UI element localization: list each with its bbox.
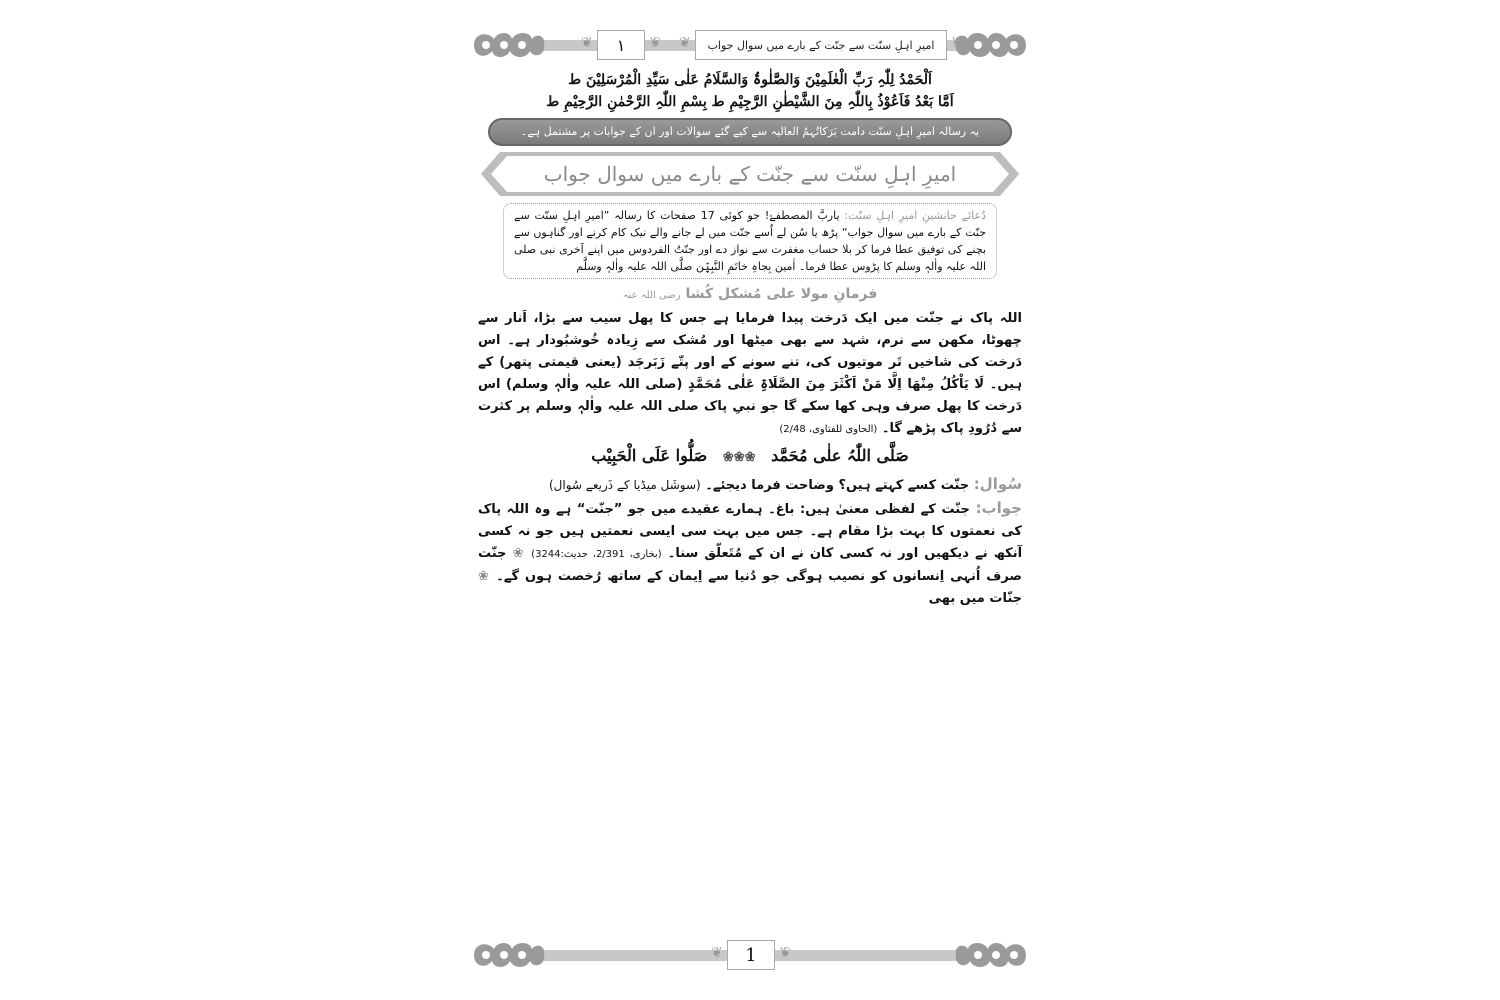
question-source: (سوشَل میڈیا کے ذَریعے سُوال) <box>548 478 701 492</box>
answer-text-1: جنّت کے لفظی معنیٰ ہیں: باغ۔ ہمارے عقیدے میں جو ”جنّت“ ہے وہ اللہ پاک کی نعمتوں کا بہت بڑا مقام ہے۔ جس میں بہت سی ایسی نعمتیں ہیں جو نہ کسی آنکھ نے دیکھیں اور نہ کسی کان نے ان کے مُتَعلّق سنا۔ <box>478 502 1023 561</box>
page-spacer <box>470 610 1030 935</box>
question-label: سُوال: <box>973 475 1022 493</box>
intro-note: یہ رسالہ امیرِ اہلِ سنّت دامت بَرَکاتُہمُ العالیہ سے کیے گئے سوالات اور ان کے جوابات پر مشتمل ہے۔ <box>488 118 1012 146</box>
header-ornament-bar <box>470 25 1030 65</box>
flower-bullet-icon: ❀ <box>512 546 526 561</box>
footer-page-number: ❦ 1 ❦ <box>727 940 775 970</box>
opening-invocation <box>480 69 1020 113</box>
opening-line-2: اَمَّا بَعْدُ فَاَعُوْذُ بِاللّٰہِ مِنَ الشَّیْطٰنِ الرَّجِیْمِ ط بِسْمِ اللّٰہِ الرَّحْمٰنِ الرَّحِیْمِ ط <box>546 94 954 110</box>
flower-bullet-icon: ❀ <box>478 569 491 584</box>
question <box>478 473 1022 497</box>
header-page-number: ❦ ١ ❦ <box>597 30 645 60</box>
title-banner <box>480 151 1020 197</box>
answer-label: جواب: <box>975 499 1022 517</box>
dua-text: یاربَّ المصطفےٰ! جو کوئی 17 صفحات کا رسالہ ”امیرِ اہلِ سنّت سے جنّت کے بارے میں سوال جواب“ پڑھ یا سُن لے اُسے جنّت میں لے جانے والے نیک کام کرنے اور گناہوں سے بچنے کی توفیق عطا فرما کر بلا حساب مغفرت سے نواز دے اور جنّتُ الفردوس میں اپنے آخری نبی صلی اللہ علیہ واٰلہٖ وسلم کا پڑوس عطا فرما۔ اٰمین بِجاہِ خاتَمِ النَّبِیّٖن صلَّی اللہ علیہ واٰلہٖ وسلَّم <box>514 209 986 273</box>
farman-heading <box>470 284 1030 306</box>
dua-box <box>503 203 997 279</box>
arabesque-ornament-icon <box>952 937 1030 973</box>
reference-citation: (الحاوی للفتاوی، 2/48) <box>779 424 878 435</box>
dua-label: دُعائے جانشینِ امیرِ اہلِ سنّت: <box>844 209 986 222</box>
salawat-line <box>470 444 1030 470</box>
farman-honorific: رضی اللہ عنہ <box>622 290 681 301</box>
arabesque-ornament-icon <box>470 27 548 63</box>
question-text: جنّت کسے کہتے ہیں؟ وضاحت فرما دیجئے۔ <box>705 478 970 493</box>
answer-reference: (بخاری، 2/391، حدیث:3244) <box>531 549 662 560</box>
opening-line-1: اَلْحَمْدُ لِلّٰہِ رَبِّ الْعٰلَمِیْنَ وَالصَّلٰوۃُ وَالسَّلَامُ عَلٰی سَیِّدِ الْمُرْسَلِیْنَ ط <box>568 72 932 88</box>
paragraph-farman <box>478 308 1022 441</box>
answer-text-3: جنّات میں بھی <box>928 591 1022 606</box>
flower-divider-icon: ❀❀❀ <box>722 450 756 465</box>
footer-ornament-bar <box>470 935 1030 975</box>
salawat-left: صَلُّوا عَلَی الْحَبِیْب <box>591 446 708 465</box>
document-page <box>470 25 1030 975</box>
salawat-right: صَلَّی اللّٰہُ علٰی مُحَمَّد <box>771 446 909 465</box>
question-answer <box>478 473 1022 610</box>
answer-text-2: جنّت صرف اُنہی اِنسانوں کو نصیب ہوگی جو دُنیا سے اِیمان کے ساتھ رُخصت ہوں گے۔ <box>478 546 1022 584</box>
page-title: امیرِ اہلِ سنّت سے جنّت کے بارے میں سوال جواب <box>543 162 957 186</box>
farman-title: فرمانِ مولا علی مُشکل کُشا <box>685 286 878 302</box>
running-title: ❦ امیرِ اہلِ سنّت سے جنّت کے بارے میں سوال جواب ❦ <box>695 30 947 60</box>
paragraph-text: اللہ پاک نے جنّت میں ایک دَرخت پیدا فرمایا ہے جس کا پھل سیب سے بڑا، اَنار سے چھوٹا، مکھن سے نرم، شہد سے بھی میٹھا اور مُشک سے زِیادہ خُوشبُودار ہے۔ اس دَرخت کی شاخیں تَر موتیوں کی، تنے سونے کے اور پتّے زَبَرجَد (یعنی قیمتی پتھر) کے ہیں۔ لَا یَاْکُلُ مِنْهَا اِلَّا مَنْ اَکْثَرَ مِنَ الصَّلَاۃِ عَلٰی مُحَمَّدٍ (صلی اللہ علیہ واٰلہٖ وسلم) اس دَرخت کا پھل صرف وہی کھا سکے گا جو نبیِ پاک صلی اللہ علیہ واٰلہٖ وسلم پر کثرت سے دُرُودِ پاک پڑھے گا۔ <box>478 311 1022 436</box>
answer <box>478 497 1022 610</box>
arabesque-ornament-icon <box>952 27 1030 63</box>
arabesque-ornament-icon <box>470 937 548 973</box>
